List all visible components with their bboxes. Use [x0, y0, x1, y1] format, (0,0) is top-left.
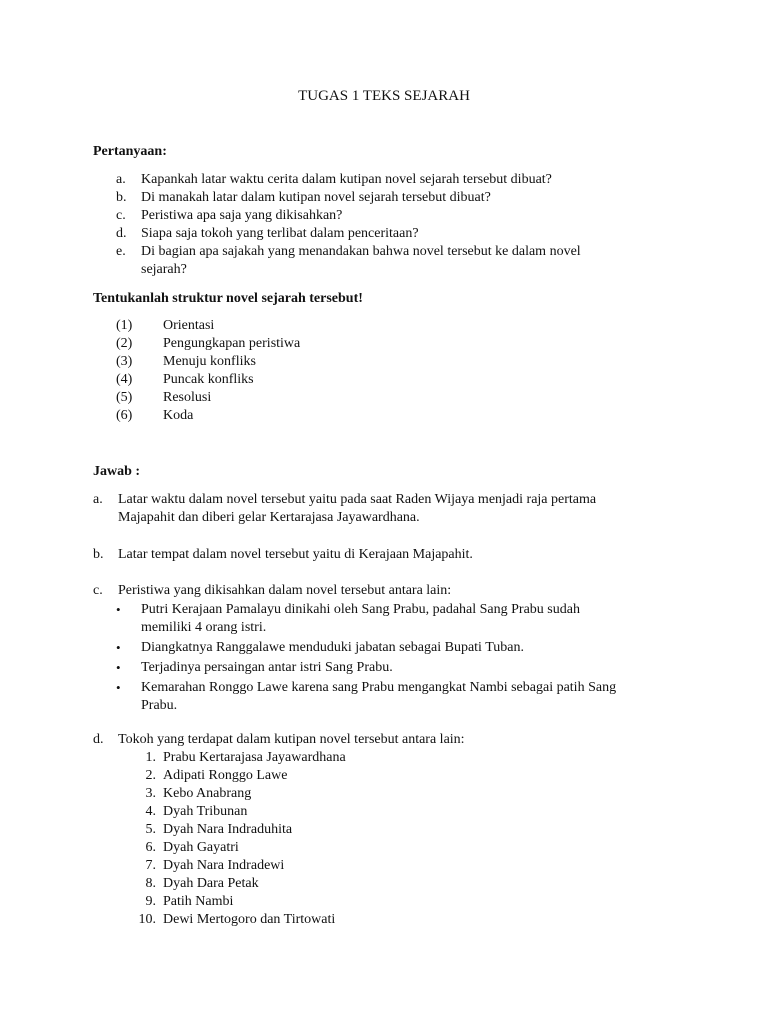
tokoh-marker: 6.	[145, 840, 156, 855]
answer-text: Peristiwa yang dikisahkan dalam novel tersebut antara lain:	[118, 583, 452, 598]
tokoh-list	[138, 749, 538, 929]
tokoh-item	[138, 911, 538, 929]
answer-c	[93, 582, 693, 600]
struktur-text: Pengungkapan peristiwa	[163, 336, 301, 351]
tokoh-marker: 2.	[145, 768, 156, 783]
question-text: Di manakah latar dalam kutipan novel sejarah tersebut dibuat?	[141, 190, 491, 205]
pertanyaan-list	[116, 171, 676, 279]
question-item	[116, 243, 676, 279]
question-marker: e.	[116, 244, 126, 259]
jawab-heading: Jawab :	[93, 464, 141, 479]
struktur-marker: (1)	[116, 318, 133, 333]
tokoh-marker: 1.	[145, 750, 156, 765]
tokoh-text: Prabu Kertarajasa Jayawardhana	[163, 750, 346, 765]
question-text: Peristiwa apa saja yang dikisahkan?	[141, 208, 343, 223]
bullet-item	[116, 659, 676, 677]
struktur-text: Puncak konfliks	[163, 372, 254, 387]
tokoh-marker: 9.	[145, 894, 156, 909]
struktur-text: Koda	[163, 408, 194, 423]
bullet-text-continued: Prabu.	[141, 698, 178, 713]
tokoh-text: Patih Nambi	[163, 894, 234, 909]
question-item	[116, 225, 676, 243]
tokoh-item	[138, 875, 538, 893]
tokoh-marker: 5.	[145, 822, 156, 837]
answer-text: Latar waktu dalam novel tersebut yaitu pada saat Raden Wijaya menjadi raja pertama	[118, 492, 597, 507]
answer-row	[93, 731, 693, 749]
answer-row	[93, 546, 693, 564]
peristiwa-bullet-list	[116, 601, 676, 715]
question-item	[116, 171, 676, 189]
struktur-text: Menuju konfliks	[163, 354, 256, 369]
tokoh-text: Kebo Anabrang	[163, 786, 252, 801]
struktur-list	[116, 317, 516, 425]
tokoh-text: Adipati Ronggo Lawe	[163, 768, 288, 783]
tokoh-item	[138, 857, 538, 875]
bullet-marker: •	[116, 680, 121, 695]
bullet-marker: •	[116, 640, 121, 655]
struktur-item	[116, 335, 516, 353]
question-item	[116, 189, 676, 207]
bullet-item	[116, 601, 676, 637]
tokoh-item	[138, 767, 538, 785]
answer-text-continued: Majapahit dan diberi gelar Kertarajasa Jayawardhana.	[118, 510, 420, 525]
question-text: Di bagian apa sajakah yang menandakan bahwa novel tersebut ke dalam novel	[141, 244, 581, 259]
question-marker: c.	[116, 208, 126, 223]
tokoh-text: Dewi Mertogoro dan Tirtowati	[163, 912, 336, 927]
question-text: Kapankah latar waktu cerita dalam kutipan novel sejarah tersebut dibuat?	[141, 172, 552, 187]
tokoh-marker: 7.	[145, 858, 156, 873]
bullet-text-continued: memiliki 4 orang istri.	[141, 620, 267, 635]
tokoh-text: Dyah Nara Indradewi	[163, 858, 285, 873]
answer-row	[93, 582, 693, 600]
struktur-marker: (2)	[116, 336, 133, 351]
tokoh-item	[138, 821, 538, 839]
tokoh-item	[138, 749, 538, 767]
struktur-marker: (4)	[116, 372, 133, 387]
tokoh-text: Dyah Tribunan	[163, 804, 248, 819]
answer-b	[93, 546, 693, 564]
answer-marker: a.	[93, 492, 103, 507]
struktur-heading: Tentukanlah struktur novel sejarah tersebut!	[93, 291, 363, 306]
struktur-text: Orientasi	[163, 318, 215, 333]
question-marker: b.	[116, 190, 127, 205]
question-marker: a.	[116, 172, 126, 187]
struktur-marker: (6)	[116, 408, 133, 423]
bullet-text: Kemarahan Ronggo Lawe karena sang Prabu mengangkat Nambi sebagai patih Sang	[141, 680, 617, 695]
struktur-marker: (5)	[116, 390, 133, 405]
struktur-item	[116, 389, 516, 407]
tokoh-item	[138, 785, 538, 803]
answer-text: Latar tempat dalam novel tersebut yaitu di Kerajaan Majapahit.	[118, 547, 473, 562]
tokoh-text: Dyah Dara Petak	[163, 876, 259, 891]
struktur-item	[116, 353, 516, 371]
answer-d	[93, 731, 693, 749]
bullet-text: Diangkatnya Ranggalawe menduduki jabatan sebagai Bupati Tuban.	[141, 640, 524, 655]
bullet-marker: •	[116, 602, 121, 617]
tokoh-marker: 3.	[145, 786, 156, 801]
answer-row	[93, 491, 693, 527]
answer-a	[93, 491, 693, 527]
answer-text: Tokoh yang terdapat dalam kutipan novel tersebut antara lain:	[118, 732, 465, 747]
tokoh-marker: 4.	[145, 804, 156, 819]
bullet-text: Putri Kerajaan Pamalayu dinikahi oleh Sang Prabu, padahal Sang Prabu sudah	[141, 602, 580, 617]
answer-marker: c.	[93, 583, 103, 598]
struktur-marker: (3)	[116, 354, 133, 369]
question-item	[116, 207, 676, 225]
struktur-item	[116, 407, 516, 425]
struktur-item	[116, 371, 516, 389]
answer-marker: d.	[93, 732, 104, 747]
tokoh-item	[138, 839, 538, 857]
question-marker: d.	[116, 226, 127, 241]
struktur-text: Resolusi	[163, 390, 212, 405]
tokoh-item	[138, 803, 538, 821]
tokoh-text: Dyah Gayatri	[163, 840, 239, 855]
tokoh-marker: 8.	[145, 876, 156, 891]
answer-marker: b.	[93, 547, 104, 562]
pertanyaan-heading: Pertanyaan:	[93, 144, 167, 159]
question-text: Siapa saja tokoh yang terlibat dalam penceritaan?	[141, 226, 419, 241]
page-title: TUGAS 1 TEKS SEJARAH	[298, 88, 470, 104]
tokoh-marker: 10.	[138, 912, 156, 927]
bullet-item	[116, 679, 676, 715]
tokoh-text: Dyah Nara Indraduhita	[163, 822, 293, 837]
bullet-text: Terjadinya persaingan antar istri Sang Prabu.	[141, 660, 393, 675]
struktur-item	[116, 317, 516, 335]
bullet-marker: •	[116, 660, 121, 675]
tokoh-item	[138, 893, 538, 911]
question-text-continued: sejarah?	[141, 262, 187, 277]
bullet-item	[116, 639, 676, 657]
